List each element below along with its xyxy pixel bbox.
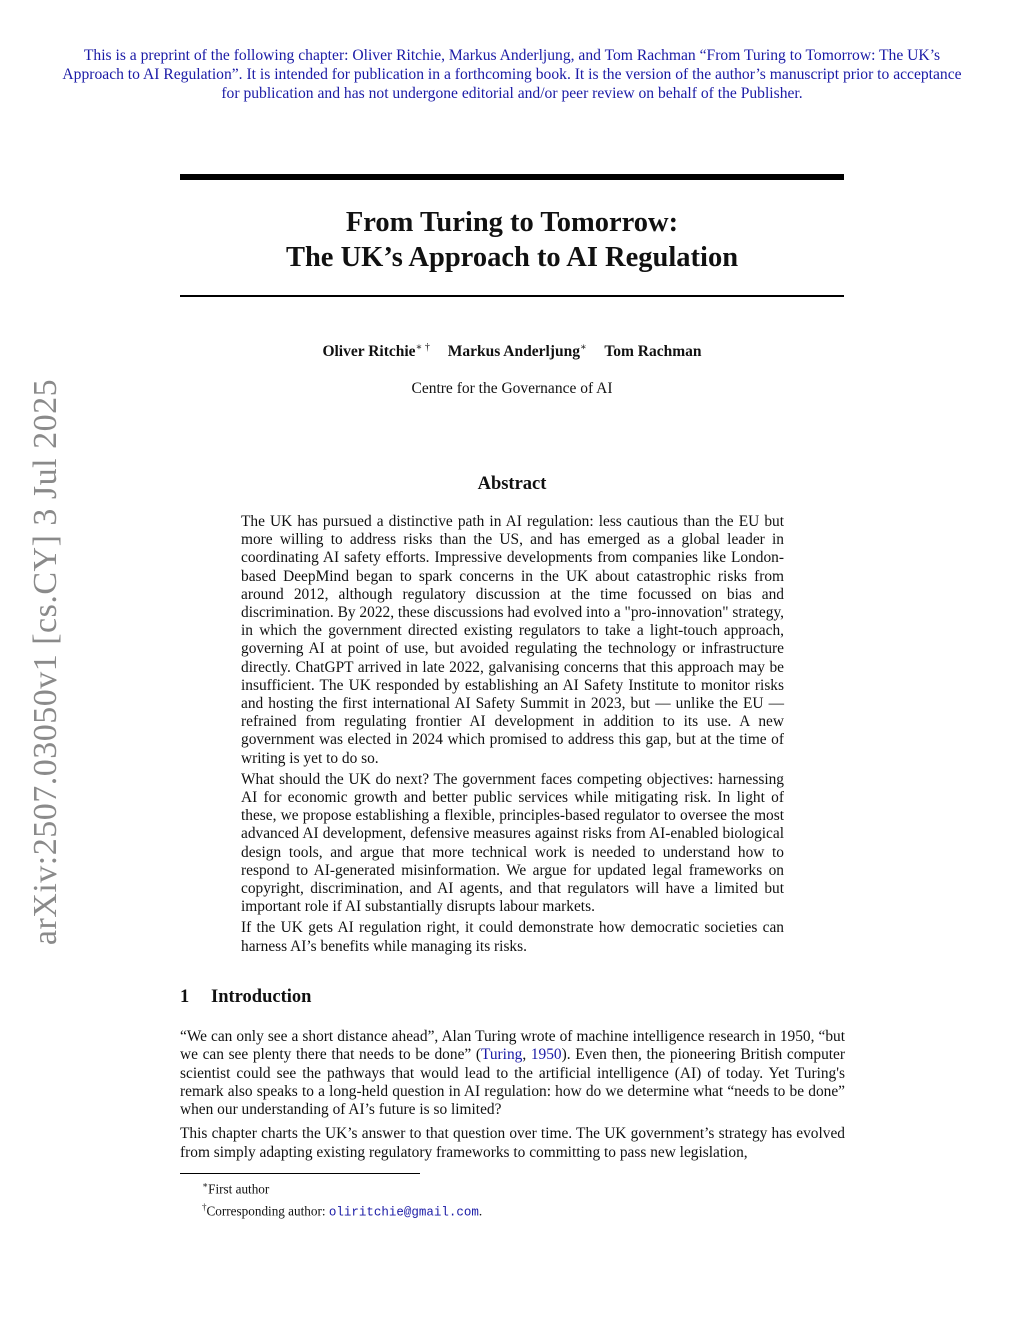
citation-turing-link[interactable]: Turing <box>481 1046 523 1064</box>
body-paragraph: “We can only see a short distance ahead”, Alan Turing wrote of machine intelligence research in 1950, “but we can see plenty there that needs to be done” (Turing, 1950). Even then, the pioneering British computer scientist could see the pathways that would lead to the artificial intelligence (AI) of today. Yet Turing's remark also speaks to a long-held question in AI regulation: how do we determine what “needs to be done” when our understanding of AI’s future is so limited? <box>180 1028 845 1119</box>
body-paragraph: This chapter charts the UK’s answer to that question over time. The UK government’s strategy has evolved from simply adapting existing regulatory frameworks to committing to pass new legislation, <box>180 1125 845 1161</box>
introduction-body <box>180 1028 845 1168</box>
preprint-notice: This is a preprint of the following chapter: Oliver Ritchie, Markus Anderljung, and Tom Rachman “From Turing to Tomorrow: The UK’s Approach to AI Regulation”. It is intended for publication in a forthcoming book. It is the version of the author’s manuscript prior to acceptance for publication and has not undergone editorial and/or peer review on behalf of the Publisher. <box>62 47 962 102</box>
abstract-heading: Abstract <box>477 474 547 494</box>
citation-year-link[interactable]: 1950 <box>530 1046 562 1064</box>
footnote-corresponding-author: †Corresponding author: oliritchie@gmail.com. <box>202 1202 483 1220</box>
affiliation: Centre for the Governance of AI <box>411 380 613 397</box>
section-heading-introduction <box>180 987 311 1008</box>
author-marks: ∗ † <box>415 342 430 353</box>
title-top-rule <box>180 174 844 180</box>
paper-title <box>180 205 844 275</box>
author-name: Markus Anderljung <box>447 343 580 361</box>
author-list <box>180 342 844 361</box>
author-marks: ∗ <box>579 342 587 353</box>
abstract-paragraph: The UK has pursued a distinctive path in AI regulation: less cautious than the EU but more willing to address risks than the US, and has emerged as a global leader in coordinating AI safety efforts. Impressive developments from companies like London-based DeepMind began to spark concerns in the UK about catastrophic risks from around 2012, although regulatory discussion at the time focussed on bias and discrimination. By 2022, these discussions had evolved into a "pro-innovation" strategy, in which the government directed existing regulators to take a light-touch approach, governing AI at point of use, but avoided regulating the technology or infrastructure directly. ChatGPT arrived in late 2022, galvanising concerns that this approach may be insufficient. The UK responded by establishing an AI Safety Institute to monitor risks and hosting the first international AI Safety Summit in 2023, but — unlike the EU — refrained from regulating frontier AI development in addition to its use. A new government was elected in 2024 which promised to address this gap, but at the time of writing is yet to do so. <box>241 513 784 767</box>
title-line-2: The UK’s Approach to AI Regulation <box>285 242 739 273</box>
footnote-first-author: ∗First author <box>202 1180 270 1197</box>
footnotes <box>202 1176 482 1222</box>
email-link[interactable]: oliritchie@gmail.com <box>328 1205 479 1220</box>
title-line-1: From Turing to Tomorrow: <box>345 207 679 238</box>
footnote-rule <box>180 1173 420 1174</box>
section-title: Introduction <box>211 987 312 1007</box>
title-bottom-rule <box>180 295 844 297</box>
abstract-paragraph: What should the UK do next? The government faces competing objectives: harnessing AI for economic growth and better public services while mitigating risk. In light of these, we propose establishing a flexible, principles-based regulator to oversee the most advanced AI development, defensive measures against risks from AI-enabled biological design tools, and argue that more technical work is needed to understand how to respond to AI-generated misinformation. We argue for updated legal frameworks on copyright, discrimination, and AI agents, and that regulators will have a limited but important role if AI substantially disrupts labour markets. <box>241 770 784 916</box>
arxiv-identifier-stamp[interactable]: arXiv:2507.03050v1 [cs.CY] 3 Jul 2025 <box>27 378 64 946</box>
author-name: Oliver Ritchie <box>322 343 416 361</box>
abstract-body <box>241 513 784 959</box>
section-number: 1 <box>180 987 190 1007</box>
author-name: Tom Rachman <box>604 343 702 361</box>
abstract-paragraph: If the UK gets AI regulation right, it could demonstrate how democratic societies can harness AI’s benefits while managing its risks. <box>241 919 784 955</box>
